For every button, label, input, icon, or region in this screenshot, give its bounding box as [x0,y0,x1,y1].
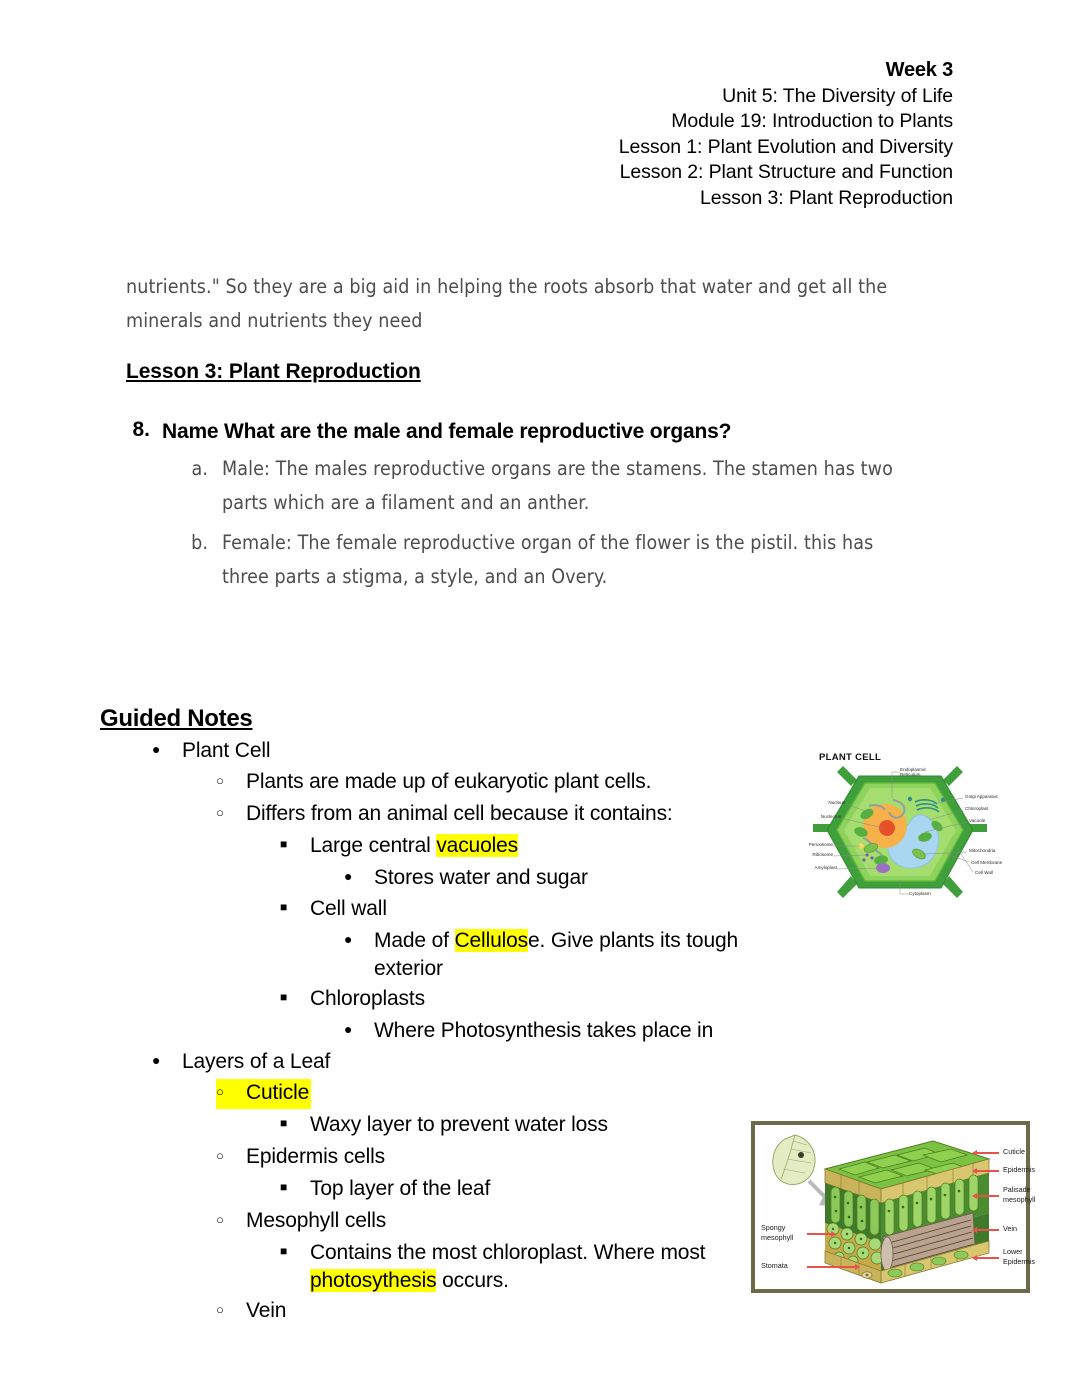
note-bullet [100,800,780,830]
note-bullet-content [280,985,425,1015]
note-bullet [100,1143,780,1173]
note-bullet-text: Stores water and sugar [374,866,588,889]
note-bullet-text: Layers of a Leaf [182,1050,331,1073]
note-bullet-text [310,1239,780,1295]
answer-marker-a: a. [191,457,208,480]
answer-row-a [126,452,976,520]
note-bullet-content [280,1111,608,1141]
note-bullet-text: Cell wall [310,897,387,920]
question-prompt: Name What are the male and female reproductive organs? [162,420,732,443]
note-bullet [100,737,780,766]
bullet-marker-disc [152,737,182,766]
bullet-marker-square [280,985,310,1015]
note-bullet [100,832,780,862]
note-bullet-text [374,927,780,983]
spongy-line-1: Spongy [761,1223,786,1232]
answer-row-b [126,526,976,594]
bullet-marker-square [280,832,310,862]
question-block [126,418,976,594]
palisade-line-1: Palisade [1003,1185,1031,1194]
plant-cell-label-ribosome: Ribosome [812,852,833,857]
note-bullet-text: Plants are made up of eukaryotic plant cells. [246,770,652,793]
arrow-palisade-mesophyll [977,1195,999,1197]
note-bullet [100,895,780,925]
note-bullet [100,1079,780,1109]
bullet-marker-circle [216,768,246,798]
spongy-line-2: mesophyll [761,1232,794,1242]
note-text-pre: Contains the most chloroplast. Where most [310,1241,706,1264]
note-bullet-text: Mesophyll cells [246,1209,387,1232]
bullet-marker-circle [216,800,246,830]
plant-cell-label-cell-wall: Cell Wall [975,870,993,875]
plant-cell-label-golgi-apparatus: Golgi Apparatus [965,794,998,799]
note-bullet [100,864,780,893]
plant-cell-label-nucleolus: Nucleolus [820,814,841,819]
answer-text-a: Male: The males reproductive organs are the stamens. The stamen has two parts which are a filament and an anther. [222,457,893,514]
plant-cell-label-chloroplast: Chloroplast [965,806,989,811]
leaf-diagram-svg [755,1125,1026,1289]
note-bullet [100,1239,780,1295]
highlighted-term: Cellulos [454,929,529,952]
note-bullet-text: Epidermis cells [246,1145,385,1168]
palisade-line-2: mesophyll [1003,1194,1036,1204]
note-bullet-content [280,1175,490,1205]
highlighted-term: vacuoles [436,834,518,857]
bullet-marker-disc [152,1048,182,1077]
leaf-label-lower-epidermis [1003,1247,1035,1266]
plant-cell-title: PLANT CELL [819,752,882,763]
plant-cell-label-cytoplasm: Cytoplasm [909,891,931,896]
note-bullet-text: Differs from an animal cell because it contains: [246,802,673,825]
note-bullet [100,768,780,798]
plant-cell-label-cell-membrane: Cell Membrane [971,860,1003,865]
guided-notes-heading: Guided Notes [100,705,253,732]
bullet-marker-circle [216,1297,246,1327]
note-bullet-content [216,1143,385,1173]
arrow-stomata [807,1266,855,1268]
note-bullet [100,927,780,983]
bullet-marker-square [280,895,310,925]
note-bullet-content [344,927,780,983]
note-bullet-text: Plant Cell [182,739,271,762]
note-bullet-content [280,1239,780,1295]
note-bullet-text: Chloroplasts [310,987,425,1010]
plant-cell-figure [797,742,1003,938]
note-bullet-content [152,737,270,766]
arrow-spongy-mesophyll [807,1233,831,1235]
header-module: Module 19: Introduction to Plants [671,110,953,132]
note-bullet [100,1297,780,1327]
note-bullet-content [216,1079,311,1109]
plant-cell-label-vacuole: Vacuole [969,818,986,823]
note-bullet-content [280,895,387,925]
note-text-pre: Large central [310,834,437,857]
answer-text-b: Female: The female reproductive organ of the flower is the pistil. this has three parts a stigma, a style, and an Overy. [222,531,874,588]
note-bullet-text [310,832,518,860]
note-bullet [100,1017,780,1046]
note-bullet [100,1207,780,1237]
plant-cell-label-peroxisome: Peroxisome [808,842,833,847]
arrow-vein [977,1229,999,1231]
note-bullet-content [344,1017,713,1046]
plant-cell-label-amyloplast: Amyloplast [814,865,837,870]
header-week: Week 3 [885,59,953,81]
note-bullet [100,985,780,1015]
note-bullet-text: Cuticle [246,1081,310,1104]
leaf-label-epidermis: Epidermis [1003,1165,1035,1174]
bullet-marker-disc [344,1017,374,1046]
answer-marker-b: b. [191,531,208,554]
note-bullet-content [216,1297,286,1327]
header-lesson-2: Lesson 2: Plant Structure and Function [619,161,953,183]
guided-notes-list [100,737,780,1327]
bullet-marker-square [280,1175,310,1205]
note-text-post: e. Give plants its tough exterior [374,929,739,980]
bullet-marker-square [280,1239,310,1269]
bullet-marker-circle [216,1207,246,1237]
arrow-cuticle [977,1152,999,1154]
continued-paragraph: nutrients." So they are a big aid in helping the roots absorb that water and get all the minerals and nutrients they need [126,275,888,332]
bullet-marker-disc [344,927,374,956]
bullet-marker-disc [344,864,374,893]
note-bullet-text: Where Photosynthesis takes place in [374,1019,714,1042]
lesson-3-heading: Lesson 3: Plant Reproduction [126,360,421,383]
note-bullet-content [280,832,518,862]
question-row [126,418,976,446]
leaf-label-vein: Vein [1003,1224,1017,1233]
note-bullet-text: Top layer of the leaf [310,1177,491,1200]
note-bullet [100,1111,780,1141]
note-bullet-content [216,1207,386,1237]
bullet-marker-square [280,1111,310,1141]
leaf-label-spongy-mesophyll [761,1223,793,1242]
header-lesson-3: Lesson 3: Plant Reproduction [699,186,953,209]
arrow-lower-epidermis [977,1257,999,1259]
er-line-2: Reticulum [900,772,921,778]
leaf-label-cuticle: Cuticle [1003,1147,1025,1156]
lower-epidermis-line-2: Epidermis [1003,1256,1035,1266]
note-bullet-content [216,800,673,830]
leaf-cross-section-figure [751,1121,1036,1293]
note-bullet-content [344,864,588,893]
plant-cell-label-mitochondria: Mitochondria [969,848,996,853]
plant-cell-label-endoplasmic-reticulum [900,767,926,777]
bullet-marker-circle [216,1079,246,1109]
note-bullet-content [216,768,651,798]
note-bullet-text: Vein [246,1299,287,1322]
bullet-marker-circle [216,1143,246,1173]
header-unit: Unit 5: The Diversity of Life [722,84,953,107]
note-text-post: occurs. [436,1269,509,1292]
note-text-pre: Made of [374,929,455,952]
leaf-label-stomata: Stomata [761,1261,788,1270]
question-number: 8. [132,418,150,441]
note-bullet-text: Waxy layer to prevent water loss [310,1113,608,1136]
note-bullet [100,1048,780,1077]
leaf-illustration [755,1125,1036,1289]
plant-cell-label-nucleus: Nucleus [828,800,845,805]
note-bullet-content [152,1048,330,1077]
header-lesson-1: Lesson 1: Plant Evolution and Diversity [618,135,953,158]
er-line-1: Endoplasmic [900,767,927,772]
document-header [619,58,953,211]
leaf-label-palisade-mesophyll [1003,1185,1035,1204]
highlighted-term: photosythesis [310,1269,437,1292]
note-bullet [100,1175,780,1205]
arrow-epidermis [977,1170,999,1172]
lower-epidermis-line-1: Lower [1003,1247,1023,1256]
